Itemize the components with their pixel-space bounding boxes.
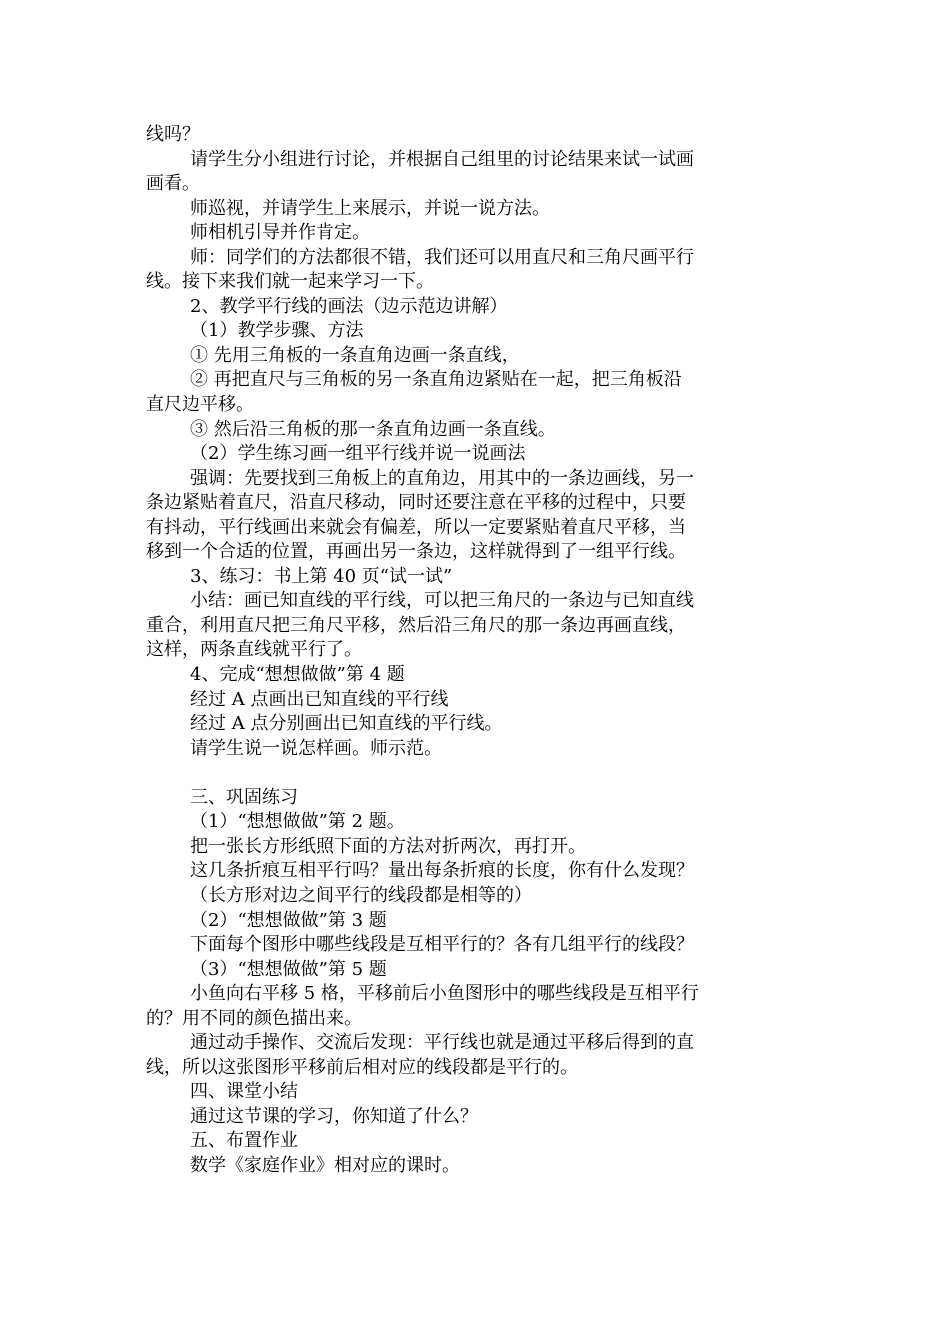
subsection-heading: （1）教学步骤、方法 [190, 320, 364, 342]
text-line: 通过这节课的学习，你知道了什么？ [190, 1105, 478, 1127]
text-line: 通过动手操作、交流后发现：平行线也就是通过平移后得到的直 [190, 1032, 694, 1054]
text-line: 的？用不同的颜色描出来。 [146, 1007, 362, 1029]
text-line: 请学生分小组进行讨论，并根据自己组里的讨论结果来试一试画 [190, 148, 694, 170]
text-line: 把一张长方形纸照下面的方法对折两次，再打开。 [190, 835, 586, 857]
section-heading: 2、教学平行线的画法（边示范边讲解） [190, 295, 508, 317]
step-item: ③ 然后沿三角板的那一条直角边画一条直线。 [190, 418, 556, 440]
text-line: 经过 A 点画出已知直线的平行线 [190, 688, 449, 710]
text-line: 线吗？ [146, 124, 200, 145]
text-line: 请学生说一说怎样画。师示范。 [190, 737, 442, 759]
step-item: ② 再把直尺与三角板的另一条直角边紧贴在一起，把三角板沿 [190, 369, 682, 391]
text-line: 直尺边平移。 [146, 394, 254, 416]
text-line: 师巡视，并请学生上来展示，并说一说方法。 [190, 197, 550, 219]
text-line: 师相机引导并作肯定。 [190, 222, 370, 244]
text-line: 小鱼向右平移 5 格，平移前后小鱼图形中的哪些线段是互相平行 [190, 983, 699, 1005]
text-line: 有抖动，平行线画出来就会有偏差，所以一定要紧贴着直尺平移，当 [146, 516, 686, 538]
section-heading: 4、完成“想想做做”第 4 题 [190, 664, 405, 686]
text-line: 这几条折痕互相平行吗？量出每条折痕的长度，你有什么发现？ [190, 860, 694, 882]
subsection-heading: （3）“想想做做”第 5 题 [190, 958, 387, 980]
text-line: 线。接下来我们就一起来学习一下。 [146, 271, 434, 293]
text-line: 数学《家庭作业》相对应的课时。 [190, 1154, 460, 1176]
text-line: 小结：画已知直线的平行线，可以把三角尺的一条边与已知直线 [190, 590, 694, 612]
text-line: 移到一个合适的位置，再画出另一条边，这样就得到了一组平行线。 [146, 541, 686, 563]
step-item: ① 先用三角板的一条直角边画一条直线， [190, 344, 520, 366]
subsection-heading: （1）“想想做做”第 2 题。 [190, 811, 405, 833]
text-line: 经过 A 点分别画出已知直线的平行线。 [190, 713, 503, 735]
text-line: 重合，利用直尺把三角尺平移，然后沿三角尺的那一条边再画直线， [146, 614, 686, 636]
subsection-heading: （2）学生练习画一组平行线并说一说画法 [190, 443, 526, 465]
text-line: 这样，两条直线就平行了。 [146, 639, 362, 661]
text-line: 线，所以这张图形平移前后相对应的线段都是平行的。 [146, 1056, 578, 1078]
section-heading: 四、课堂小结 [190, 1081, 298, 1103]
subsection-heading: （2）“想想做做”第 3 题 [190, 909, 387, 931]
text-line: 下面每个图形中哪些线段是互相平行的？各有几组平行的线段？ [190, 934, 694, 956]
text-line: 强调：先要找到三角板上的直角边，用其中的一条边画线，另一 [190, 467, 694, 489]
section-heading: 五、布置作业 [190, 1130, 298, 1152]
blank-line [146, 761, 810, 786]
section-heading: 三、巩固练习 [190, 786, 298, 808]
section-heading: 3、练习：书上第 40 页“试一试” [190, 565, 453, 587]
text-line: （长方形对边之间平行的线段都是相等的） [190, 884, 532, 906]
document-page [146, 123, 810, 1179]
text-line: 画看。 [146, 173, 200, 195]
text-line: 师：同学们的方法都很不错，我们还可以用直尺和三角尺画平行 [190, 246, 694, 268]
text-line: 条边紧贴着直尺，沿直尺移动，同时还要注意在平移的过程中，只要 [146, 492, 686, 514]
